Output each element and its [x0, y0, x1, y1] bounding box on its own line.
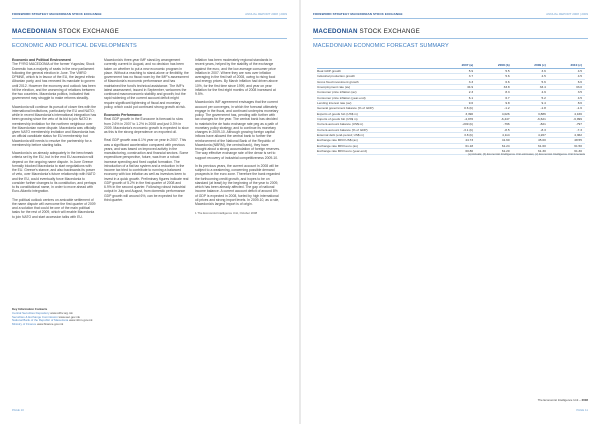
table-cell: 3.3	[440, 79, 476, 84]
row-label: Imports of goods fob (US$ m)	[317, 117, 440, 122]
table-cell: 9.4	[513, 101, 549, 106]
paragraph-text: The political outlook centres on amicable settlement of the name dispute will overcome the first quarter of 2009 and a solution that could be one of the main political tasks for the rest of 2009, which will enable Macedonia to join NATO and start accession talks with EU.	[12, 197, 96, 219]
row-label: Consumer price inflation (av)	[317, 90, 440, 95]
title-rest: STOCK EXCHANGE	[357, 28, 420, 35]
table-cell: 4,026	[476, 111, 513, 116]
title-brand: MACEDONIAN	[12, 28, 57, 35]
table-cell: 4.5	[549, 95, 585, 100]
table-cell: 41.60	[476, 138, 513, 143]
table-cell: 61.60	[513, 143, 549, 148]
table-cell: 61.30	[549, 149, 585, 154]
paragraph-text: Macedonia's IMF agreement envisages that the current account per converges, in which the forecast ultimately engage in the fiscal, and continued underpins monetary policy. The government has, pending with further with tax changes for the year. The central bank has decided to maintain the de facto exchange rate peg as a path of monetary policy strategy, and to continue its monetary changes in 2009-10. Although growing foreign capital inflows have allowed the central bank to further the reinforcement of the National Bank of the Republic of Macedonia (NBRM), the central bank), they have brought about a strong accumulation of foreign reserves. The way effective exchange rate of the denar is set to support recovery of industrial competitiveness 2009-10.	[195, 100, 281, 160]
table-cell: 5.9	[440, 69, 476, 74]
table-header-cell: 2009 (c)	[513, 63, 549, 69]
table-cell: 6.7	[476, 95, 513, 100]
paragraph	[12, 151, 97, 194]
running-head-report: ANNUAL REPORT 2008 | 2009	[546, 12, 588, 16]
table-cell: 6.6	[476, 79, 513, 84]
paragraph-text: Inflation has been moderately regional standards in recent years, helped by the stability of the exchange against the euro, and the low average consumer price inflation in 2007. Where they are now over inflation averaging in the first half of 2008, owing to rising food and energy prices. By March inflation had driven above 10%, for the first time since 1999, and year on year inflation for the first eight months of 2008 increased at 9.5%.	[195, 58, 278, 96]
table-cell: -3.1 (b)	[440, 127, 476, 132]
header-rule	[313, 18, 588, 19]
paragraph-text: Macedonia's three-year IMF stand-by arrangement currently current in August, and no decision has been taken on whether to put a new economic program in place. Without a reaching to stand-alone or flexibility, the government has no fiscal room by the IMF's assessment of Macedonia's economic performance and has maintained the fund's technical assistance. The IMF's latest assessment, issued in September, welcomes the continued macroeconomic stability and growth; but the rapid widening of the current account deficit might require significant tightening of fiscal and monetary policy, which could put continued strong growth at risk.	[104, 58, 189, 109]
row-label: Consumer price inflation (year-end)	[317, 95, 440, 100]
table-cell: 5.6	[476, 74, 513, 79]
table-source-note: (a) Actuals; (b) Economist Intelligence Unit estimates; (c) Economist Intelligence Unit forecasts	[468, 152, 585, 156]
row-label: Real GDP growth	[317, 69, 440, 74]
table-cell: -7.3	[549, 127, 585, 132]
row-label: Current-account balance (% of GDP)	[317, 127, 440, 132]
page-number-left: PAGE 10	[12, 408, 24, 412]
table-cell: 3.5	[549, 90, 585, 95]
table-cell: 61.30	[513, 149, 549, 154]
left-page	[0, 0, 299, 424]
table-cell: -796	[476, 122, 513, 127]
paragraph-text: Macedonia is an already adequately in the benchmark criteria set by the EU, but in the end EU accession will depend on the ongoing name dispute. In June Greece formally blocked Macedonia to start negotiations with the EU. Greece's stance, and also backwards its power of veto, over Macedonia's future relationship with NATO and the EU, could eventually force Macedonia to consider further changes to its constitution, and perhaps to its constitutional name, in order to move ahead with Euro-Atlantic integration.	[12, 151, 97, 194]
table-cell: 48.55	[549, 138, 585, 143]
row-label: Unemployment rate (av)	[317, 85, 440, 90]
section-title	[12, 28, 119, 35]
table-cell: 3.8 (b)	[440, 133, 476, 138]
title-rule	[313, 38, 588, 39]
row-label: Lending interest rate (av)	[317, 101, 440, 106]
table-title: MACEDONIAN ECONOMIC FORECAST SUMMARY	[313, 43, 449, 49]
table-cell: -8.3	[513, 127, 549, 132]
row-label: General government balance (% of GDP)	[317, 106, 440, 111]
key-info-label: Central Securities Depository	[12, 310, 50, 315]
paragraph	[12, 105, 97, 148]
key-info-heading: Key Information Contacts	[12, 307, 48, 311]
paragraph-heading: Economic Performance	[104, 113, 142, 117]
table-header-cell: 2007 (a)	[440, 63, 476, 69]
running-head-left: FOREWORD STRATEGY MACEDONIAN STOCK EXCHANGE	[12, 12, 102, 16]
row-label: Industrial production growth	[317, 74, 440, 79]
table-cell: -6,447	[476, 117, 513, 122]
table-cell: -1.2	[476, 106, 513, 111]
table-cell: 3.6	[513, 69, 549, 74]
credit-page: 2008	[581, 398, 588, 402]
running-head-left: FOREWORD STRATEGY MACEDONIAN STOCK EXCHANGE	[313, 12, 403, 16]
table-cell: 3,886	[513, 111, 549, 116]
table-cell: -797	[549, 122, 585, 127]
row-label: Exports of goods fob (US$ m)	[317, 111, 440, 116]
key-info-link[interactable]: www.nbrm.gov.mk	[69, 318, 93, 323]
table-cell: 33.4	[513, 85, 549, 90]
credit-line: The Economist Intelligence Unit – 2008	[537, 398, 588, 402]
table-cell: -4,976	[440, 117, 476, 122]
table-cell: -821	[513, 122, 549, 127]
credit-text: The Economist Intelligence Unit	[537, 398, 579, 402]
key-information-box	[12, 308, 98, 327]
table-cell: 61.20	[476, 149, 513, 154]
paragraph	[195, 58, 280, 96]
paragraph-text: Macedonia will continue its pursuit of closer ties with the international institutions, particularly the EU and NATO; while in recent Macedonia's international integration has been growing since the veto of its bid to join NATO in membership invitation for the northern neighbour over the Macedonian name dispute. Macedonia was officially given NATO membership invitation and Macedonia has an official candidate status for EU membership but Macedonia still needs to resolve the partnership for a membership before starting talks.	[12, 104, 97, 147]
table-cell: 0.6 (b)	[440, 106, 476, 111]
title-brand: MACEDONIAN	[313, 28, 358, 35]
table-cell: 4.9	[513, 90, 549, 95]
table-cell: 4,114	[476, 133, 513, 138]
table-cell: 5.2	[513, 95, 549, 100]
paragraph-heading: Economic and Political Environment	[12, 58, 71, 62]
paragraph	[104, 113, 189, 134]
key-info-link[interactable]: www.sec.gov.mk	[58, 314, 80, 319]
footnote: 1 The Economist Intelligence Unit, October 2008	[195, 211, 258, 216]
table-cell: 2.3	[440, 90, 476, 95]
table-cell: -8.5	[476, 127, 513, 132]
paragraph	[104, 138, 189, 202]
table-cell: 33.0	[549, 85, 585, 90]
section-subtitle: ECONOMIC AND POLITICAL DEVELOPMENTS	[12, 43, 137, 49]
key-info-link[interactable]: www.cdhv.org.mk	[50, 310, 73, 315]
table-cell: 8.3	[476, 90, 513, 95]
paragraph-text: In its previous years, the current account in 2008 will be subject to a weakening, concerning possible demand prospects in the euro zone. Therefore the bank regarded the forthcoming credit growth, and hopes to be on standard (at least) by the beginning of the year to 2009, which has been already affected. The gap of national income balance. A current account deficit of around 8% of GDP is expected in 2008, fueled by high international oil prices and strong import levels. In 2009-10, as a rule, Macedonia's largest import is of origin.	[195, 163, 280, 206]
title-rest: STOCK EXCHANGE	[56, 28, 119, 35]
row-label: Gross fixed investment growth	[317, 79, 440, 84]
paragraph	[195, 164, 280, 207]
text-column-2	[104, 58, 189, 206]
right-page	[301, 0, 600, 424]
table-cell: -1.6	[549, 106, 585, 111]
page-number-right: PAGE 11	[576, 408, 588, 412]
paragraph	[12, 58, 97, 101]
table-cell: 9.8	[476, 101, 513, 106]
table-cell: 8.6	[549, 101, 585, 106]
row-label: Exchange rate MKD:euro (year-end)	[317, 149, 440, 154]
running-head-report: ANNUAL REPORT 2008 | 2009	[245, 12, 287, 16]
table-cell: 9.6	[440, 101, 476, 106]
paragraph	[12, 198, 97, 219]
table-cell: 61.24	[476, 143, 513, 148]
forecast-table	[317, 63, 585, 155]
table-cell: 44.73	[440, 138, 476, 143]
section-title	[313, 28, 420, 35]
key-info-link[interactable]: www.finance.gov.mk	[37, 322, 64, 327]
table-cell: 33.8	[476, 85, 513, 90]
title-rule	[12, 38, 287, 39]
text-column-3	[195, 58, 280, 216]
table-cell: -209 (b)	[440, 122, 476, 127]
paragraph-text: The FYRO MACEDONIA of the former Yugoslav, Stock Domestic has a majority of seats in the new parliament following the general election in June. The VMRO DPMNE, which is in favour of the EU, the largest ethnic Albanian party, and has renewed its mandate to govern until 2012. However the economy and outlook has been hit the election, and the worsening of relations between the two countries. Macedonia politics, indicated that government may struggle to make reforms steadily.	[12, 62, 96, 101]
table-cell: 6.6	[549, 79, 585, 84]
table-cell: -6,999	[549, 117, 585, 122]
table-cell: 3,390	[440, 111, 476, 116]
header-rule	[12, 18, 287, 19]
table-cell: 5.5	[476, 69, 513, 74]
table-cell: 61.50	[549, 143, 585, 148]
table-header-cell: 2008 (b)	[476, 63, 513, 69]
table-header-cell: 2010 (c)	[549, 63, 585, 69]
table-cell: 4,267	[513, 133, 549, 138]
text-column-1	[12, 58, 97, 223]
row-label: External debt (end-period; US$ m)	[317, 133, 440, 138]
table-cell: 5.6	[513, 79, 549, 84]
row-label: Exchange rate MKD:US$ (av)	[317, 138, 440, 143]
key-info-label: National Bank of the Republic of Macedonia	[12, 318, 69, 323]
row-label: Current-account balance (US$ m)	[317, 122, 440, 127]
table-cell: 60.80	[440, 149, 476, 154]
table-cell: -6,621	[513, 117, 549, 122]
row-label: Exchange rate MKD:euro (av)	[317, 143, 440, 148]
table-cell: 4,362	[549, 133, 585, 138]
table-cell: 61.18	[440, 143, 476, 148]
table-cell: 34.9	[440, 85, 476, 90]
key-info-line	[12, 323, 98, 327]
table-cell: 4.5	[549, 69, 585, 74]
table-cell: -1.8	[513, 106, 549, 111]
key-info-label: Ministry of Finance	[12, 322, 37, 327]
table-cell: 3.7	[440, 74, 476, 79]
paragraph	[195, 100, 280, 160]
table-cell: 6.1	[440, 95, 476, 100]
table-cell: 45.00	[513, 138, 549, 143]
table-cell: 4,166	[549, 111, 585, 116]
key-info-label: Securities & Exchange Commission	[12, 314, 58, 319]
table-cell: 4.5	[513, 74, 549, 79]
paragraph	[104, 58, 189, 109]
paragraph-text: Real GDP growth was 6.1% year on year in 2007. This was a significant acceleration compared with previous years, and was based on improved activity in the manufacturing, construction and financial sectors. Some expenditure perspective, future, was from a robust increase spending and fixed capital formation. The introduction of a flat tax system and a reduction in the income tax tried to contribute to running a balanced economy with low inflation as well as investors keen to invest in a quick growth. Preliminary figures indicate real GDP growth of 5.2% in the first quarter of 2008 and 6.9% in the second quarter. Following robust industrial output in July and August, from domestic performance GDP growth will around 6%, can be expected for the third quarter.	[104, 138, 189, 202]
table-cell: 4.5	[549, 74, 585, 79]
paragraph-text: Real GDP growth in the Eurozone is forecast to slow from 2.6% in 2007 to 1.2% in 2008 and just 0.3% in 2009. Macedonia's economic growth is expected to slow as this is the strong dependence on exported oil.	[104, 117, 189, 134]
